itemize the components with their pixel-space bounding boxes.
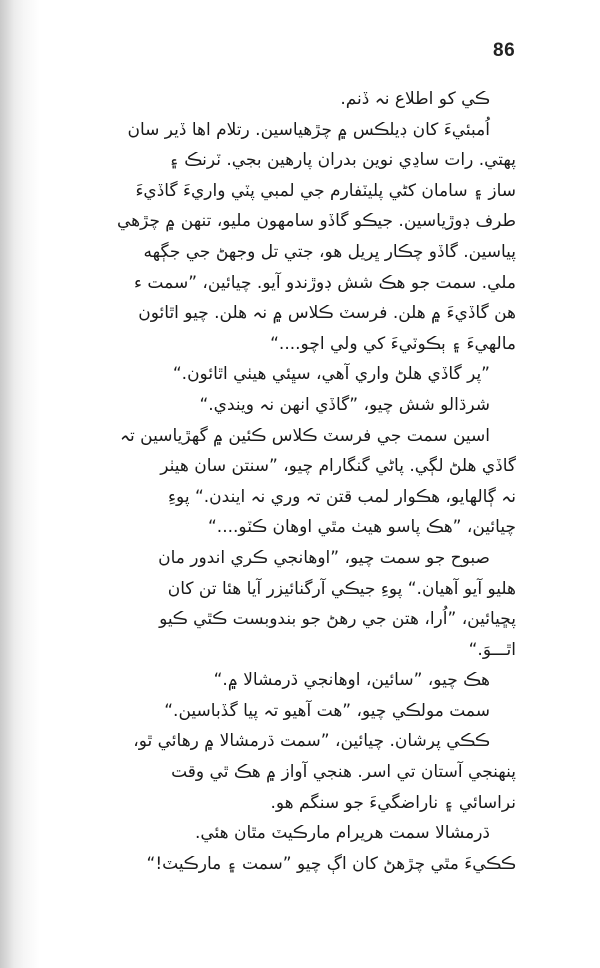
text-line: ساز ۽ سامان کڻي پليٽفارم جي لمبي پٽي واريءَ گاڏيءَ (135, 180, 516, 201)
text-line: شرڌالو شش چيو، ”گاڏي انهن نہ ويندي.“ (199, 394, 490, 415)
text-line: صبوح جو سمت چيو، ”اوهانجي ڪري اندور مان (158, 547, 490, 568)
text-line: طرف ڊوڙياسين. جيڪو گاڏو سامهون مليو، تنهن ۾ چڙهي (116, 211, 516, 232)
text-line: ملي. سمت جو هڪ شش ڊوڙندو آيو. چيائين، ”سمت ء (134, 272, 516, 293)
text-line: گاڏي هلڻ لڳي. پاڻي گنگارام چيو، ”سنتن سان هيٺر (160, 456, 516, 477)
text-line: سمت مولڪي چيو، ”هت آهيو تہ پيا گڏباسين.“ (164, 700, 490, 721)
text-line: اسين سمت جي فرسٽ ڪلاس ڪئين ۾ گهڙياسين تہ (120, 425, 490, 446)
text-line: پڇيائين، ”اُرا، هتن جي رهڻ جو بندوبست ڪٿي ڪيو (159, 609, 516, 630)
text-line: ”پر گاڏي هلڻ واري آهي، سڀئي هيٺي اٿائون.“ (172, 364, 490, 385)
text-line: ڌرمشالا سمت هريرام مارڪيٽ مٿان هئي. (194, 823, 490, 844)
text-line: هڪ چيو، ”سائين، اوهانجي ڌرمشالا ۾.“ (213, 670, 490, 691)
text-line: ڪي کو اطلاع نہ ڏنم. (340, 89, 490, 109)
text-line: اُمبئيءَ کان ڊيلڪس ۾ چڙهياسين. رتلام اھا ڏير سان (127, 119, 490, 140)
text-line: هليو آيو آهيان.“ پوءِ جيڪي آرگنائيزر آيا هئا تن کان (167, 578, 516, 599)
text-line: ڪڪي پرشان. چيائين، ”سمت ڌرمشالا ۾ رهائي ٿو، (133, 731, 490, 752)
page-number: 86 (493, 40, 516, 61)
text-line: چيائين، ”هڪ پاسو هيٺ مٿي اوهان ڪٽو....“ (207, 517, 516, 538)
text-line: پنهنجي آستان تي اسر. هنجي آواز ۾ هڪ ٿي وقت (171, 762, 516, 783)
page-body-text (44, 84, 516, 879)
text-line: پهتي. رات ساڍي نوين بدران پارهين بجي. ٽرنڪ ۽ (168, 150, 516, 171)
text-line: نراسائي ۽ ناراضگيءَ جو سنگم هو. (270, 792, 516, 813)
text-line: هن گاڏيءَ ۾ هلن. فرسٽ ڪلاس ۾ نہ هلن. چيو اٿائون (138, 303, 516, 324)
text-line: نہ ڳالهايو، هڪوار لمب قتن تہ وري نہ ايندن.“ پوءِ (168, 486, 516, 507)
text-line: پياسين. گاڏو چڪار ڀريل هو، جتي تل وجهڻ جي جڳهه (143, 241, 516, 262)
text-line: اٿـــوَ.“ (468, 639, 516, 660)
text-line: ڪڪيءَ مٿي چڙهڻ کان اڳ چيو ”سمت ۽ مارڪيٽ!“ (146, 853, 516, 874)
book-binding-shadow (0, 0, 40, 968)
text-line: مالهيءَ ۽ ٻڪوٽيءَ کي ولي اچو....“ (270, 333, 516, 354)
